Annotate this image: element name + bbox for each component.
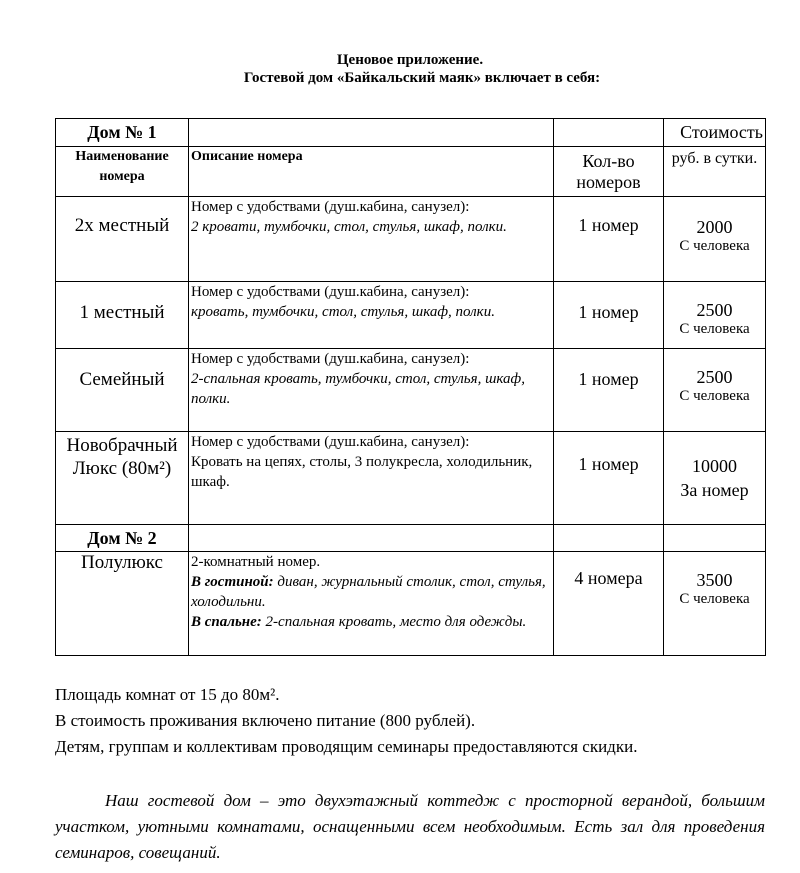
room-description: 2-комнатный номер. (191, 554, 321, 570)
room-count: 4 номера (554, 552, 664, 656)
room-name: Полулюкс (56, 552, 189, 656)
room-description: Номер с удобствами (душ.кабина, санузел): (191, 351, 470, 367)
note-area: Площадь комнат от 15 до 80м². (55, 685, 280, 704)
room-description: Номер с удобствами (душ.кабина, санузел): (191, 284, 470, 300)
price-unit: С человека (679, 388, 750, 404)
notes-block (55, 682, 775, 760)
room-price: 2500 (696, 300, 733, 320)
bedroom-label: В спальне: (191, 614, 262, 630)
bedroom-furniture: 2-спальная кровать, место для одежды. (261, 614, 527, 630)
house-2-row (56, 525, 766, 552)
table-row (56, 282, 766, 349)
house-1-row (56, 119, 766, 147)
living-room-label: В гостиной: (191, 574, 274, 590)
column-header-description: Описание номера (189, 147, 554, 197)
price-unit: За номер (680, 480, 749, 500)
room-price: 3500 (696, 570, 733, 590)
note-meals: В стоимость проживания включено питание (800 рублей). (55, 711, 476, 730)
note-discounts: Детям, группам и коллективам проводящим семинары предоставляются скидки. (55, 737, 638, 756)
price-unit: С человека (679, 321, 750, 337)
house-2-label: Дом № 2 (56, 525, 189, 552)
room-furniture: кровать, тумбочки, стол, стулья, шкаф, полки. (191, 304, 495, 320)
table-row (56, 349, 766, 432)
about-paragraph: Наш гостевой дом – это двухэтажный коттедж с просторной верандой, большим участком, уютными комнатами, оснащенными всем необходимым. Есть зал для проведения семинаров, совещаний. (55, 791, 765, 862)
table-row (56, 552, 766, 656)
column-header-price: руб. в сутки. (664, 147, 766, 197)
column-header-count: Кол-во номеров (554, 147, 664, 197)
room-furniture: 2-спальная кровать, тумбочки, стол, стулья, шкаф, полки. (191, 371, 525, 407)
price-unit: С человека (679, 591, 750, 607)
room-furniture: Кровать на цепях, столы, 3 полукресла, холодильник, шкаф. (191, 454, 533, 490)
room-count: 1 номер (554, 349, 664, 432)
room-count: 1 номер (554, 432, 664, 525)
price-table (55, 118, 766, 656)
header-row (56, 147, 766, 197)
document-title: Ценовое приложение. (336, 52, 484, 68)
cost-title: Стоимость (664, 119, 766, 147)
living-room-furniture: диван, журнальный столик, стол, стулья, холодильни. (191, 574, 546, 610)
room-name: Семейный (56, 349, 189, 432)
room-description: Номер с удобствами (душ.кабина, санузел): (191, 434, 470, 450)
document-subtitle: Гостевой дом «Байкальский маяк» включает в себя: (243, 70, 601, 86)
column-header-name: Наименование номера (56, 147, 189, 197)
room-count: 1 номер (554, 282, 664, 349)
room-price: 2000 (696, 217, 733, 237)
table-row (56, 432, 766, 525)
table-row (56, 197, 766, 282)
room-description: Номер с удобствами (душ.кабина, санузел): (191, 199, 470, 215)
room-name: 1 местный (56, 282, 189, 349)
room-price: 2500 (696, 367, 733, 387)
room-name: Новобрачный Люкс (80м²) (56, 432, 189, 525)
room-name: 2х местный (56, 197, 189, 282)
room-furniture: 2 кровати, тумбочки, стол, стулья, шкаф, полки. (191, 219, 507, 235)
room-price: 10000 (692, 456, 737, 476)
room-count: 1 номер (554, 197, 664, 282)
house-1-label: Дом № 1 (56, 119, 189, 147)
price-unit: С человека (679, 238, 750, 254)
